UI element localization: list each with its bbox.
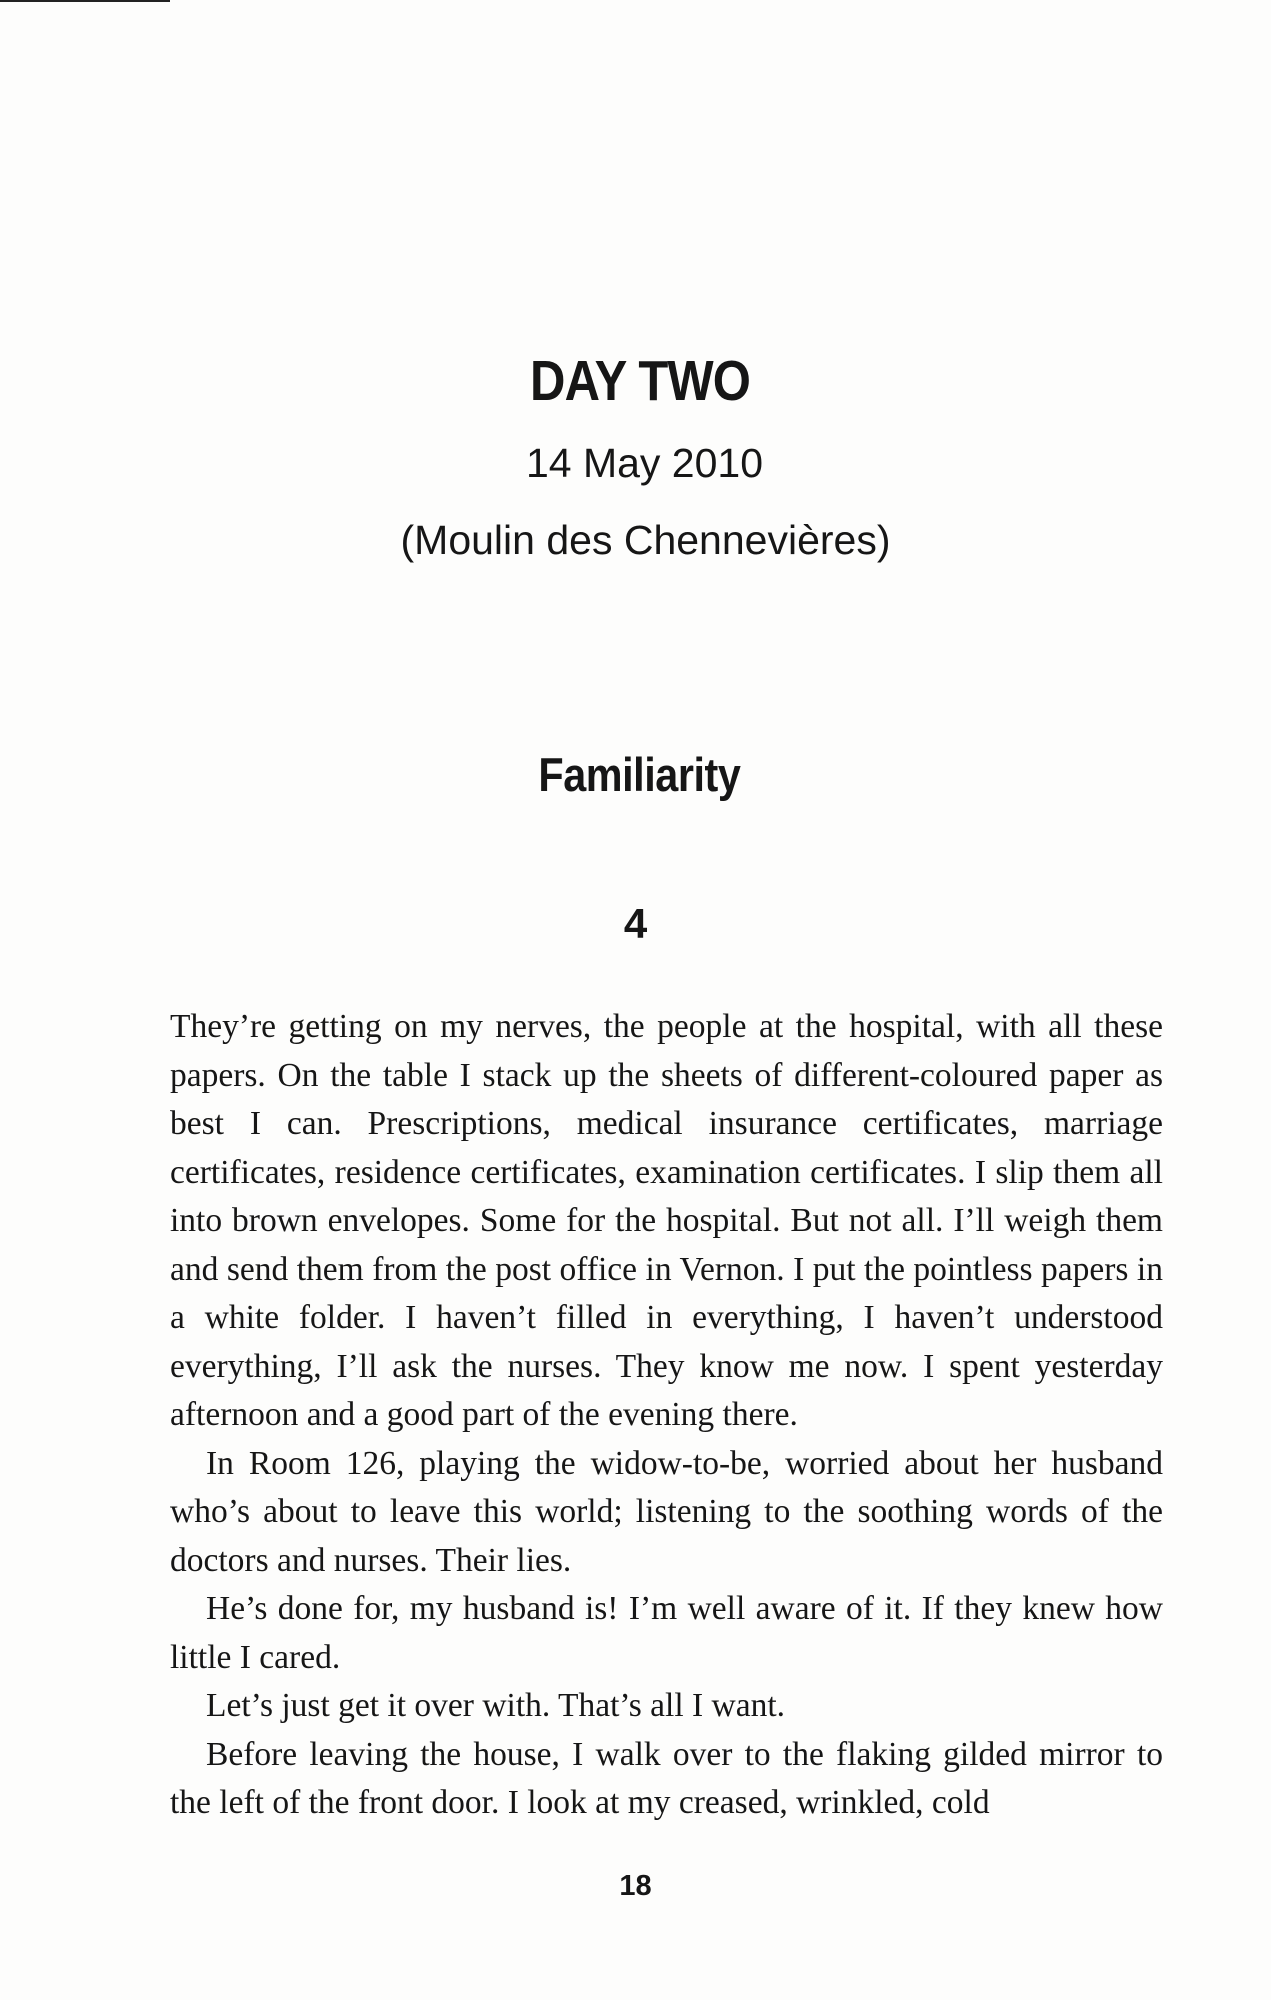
scan-edge-line [0, 0, 170, 2]
paragraph: Let’s just get it over with. That’s all I want. [206, 1687, 786, 1724]
chapter-title: Familiarity [538, 748, 741, 801]
paragraph: He’s done for, my husband is! I’m well aware of it. If they knew how little I cared. [170, 1590, 1163, 1676]
paragraph: They’re getting on my nerves, the people at the hospital, with all these papers. On the table I stack up the sheets of different-coloured paper as best I can. Prescriptions, medical insurance certificates, marriage certificates, residence certificates, examination certificates. I slip them all into brown envelopes. Some for the hospital. But not all. I’ll weigh them and send them from the post office in Vernon. I put the pointless papers in a white folder. I haven’t filled in everything, I haven’t understood everything, I’ll ask the nurses. They know me now. I spent yesterday afternoon and a good part of the evening there. [170, 1008, 1163, 1433]
body-text [170, 1003, 1163, 1828]
page-number: 18 [619, 1870, 652, 1902]
paragraph: In Room 126, playing the widow-to-be, worried about her husband who’s about to leave this world; listening to the soothing words of the doctors and nurses. Their lies. [170, 1444, 1163, 1579]
part-title: DAY TWO [530, 349, 751, 413]
part-date: 14 May 2010 [525, 440, 764, 486]
paragraph: Before leaving the house, I walk over to the flaking gilded mirror to the left of the front door. I look at my creased, wrinkled, cold [170, 1735, 1163, 1821]
chapter-number: 4 [623, 900, 648, 947]
part-location: (Moulin des Chennevières) [400, 517, 891, 563]
